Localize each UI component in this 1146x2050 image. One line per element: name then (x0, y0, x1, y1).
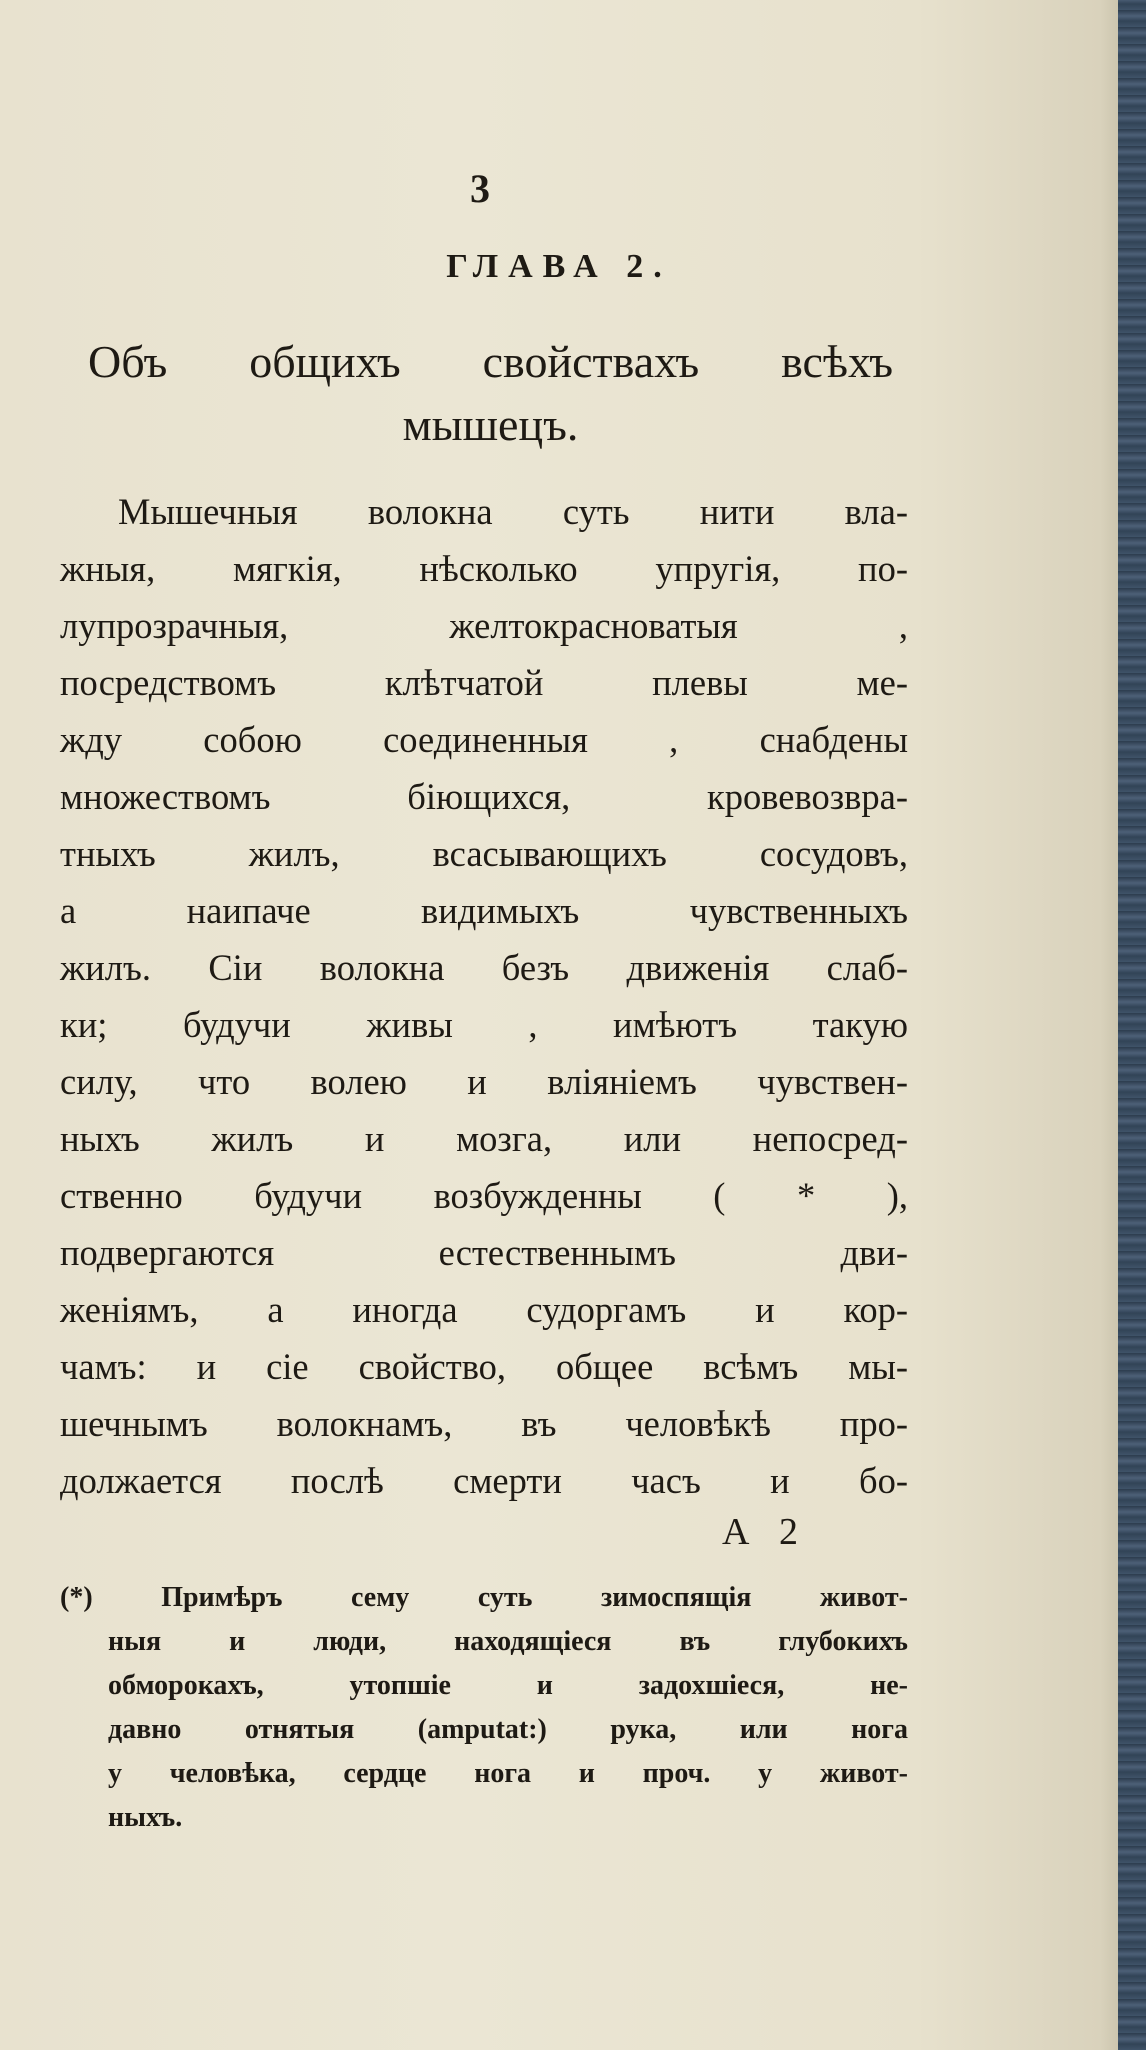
footnote-line: обморокахъ, утопшіе и задохшіеся, не- (108, 1670, 908, 1701)
chapter-heading: ГЛАВА 2. (446, 248, 672, 285)
body-text-line: шечнымъ волокнамъ, въ человѣкѣ про- (60, 1403, 908, 1444)
body-text-line: силу, что волею и вліяніемъ чувствен- (60, 1061, 908, 1102)
chapter-title-line-1: Объ общихъ свойствахъ всѣхъ (88, 336, 893, 387)
chapter-title-line-2: мышецъ. (402, 399, 579, 450)
body-text-line: тныхъ жилъ, всасывающихъ сосудовъ, (60, 833, 908, 874)
footnote-line: давно отнятыя (amputat:) рука, или нога (108, 1714, 908, 1745)
body-text-line: а наипаче видимыхъ чувственныхъ (60, 890, 908, 931)
body-text-line: женіямъ, а иногда судоргамъ и кор- (60, 1289, 908, 1330)
body-text-line: лупрозрачныя, желтокрасноватыя , (60, 605, 908, 646)
body-text-line: жилъ. Сіи волокна безъ движенія слаб- (60, 947, 908, 988)
body-text-line: ныхъ жилъ и мозга, или непосред- (60, 1118, 908, 1159)
body-text-line: должается послѣ смерти часъ и бо- (60, 1460, 908, 1501)
book-binding-edge (1118, 0, 1146, 2050)
body-text-line: посредствомъ клѣтчатой плевы ме- (60, 662, 908, 703)
body-text-line: множествомъ біющихся, кровевозвра- (60, 776, 908, 817)
body-text-line: Мышечныя волокна суть нити вла- (118, 491, 908, 532)
footnote-line: у человѣка, сердце нога и проч. у живот- (108, 1758, 908, 1789)
page-number: 3 (470, 166, 490, 211)
footnote-line: (*) Примѣръ сему суть зимоспящія живот- (60, 1582, 908, 1613)
footnote-line: ныя и люди, находящіеся въ глубокихъ (108, 1626, 908, 1657)
printer-signature-mark: А 2 (722, 1511, 808, 1553)
body-text-line: жныя, мягкія, нѣсколько упругія, по- (60, 548, 908, 589)
footnote-line: ныхъ. (108, 1802, 183, 1833)
body-text-line: чамъ: и сіе свойство, общее всѣмъ мы- (60, 1346, 908, 1387)
body-text-line: подвергаются естественнымъ дви- (60, 1232, 908, 1273)
body-text-line: жду собою соединенныя , снабдены (60, 719, 908, 760)
body-text-line: ки; будучи живы , имѣютъ такую (60, 1004, 908, 1045)
body-text-line: ственно будучи возбужденны ( * ), (60, 1175, 908, 1216)
